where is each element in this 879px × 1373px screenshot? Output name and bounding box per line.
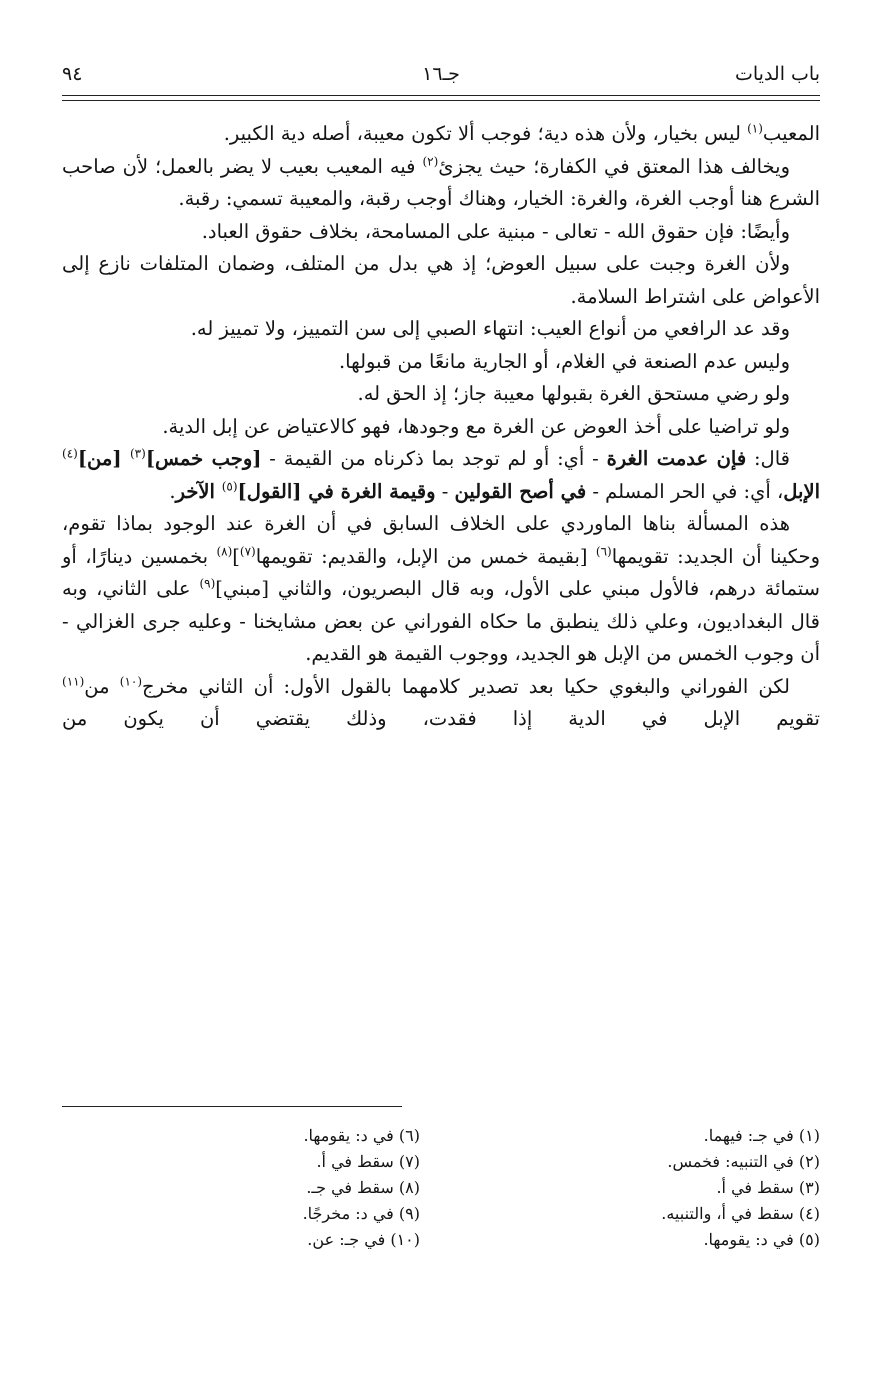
footnote-ref: (٨) xyxy=(216,544,233,558)
footnote-item: (٦) في د: يقومها. xyxy=(303,1126,420,1145)
footnote-item: (٣) سقط في أ. xyxy=(716,1178,820,1197)
header-rule-thick xyxy=(62,95,820,96)
footnote-ref: (١٠) xyxy=(119,674,143,688)
chapter-title: باب الديات xyxy=(734,63,820,85)
footnote-item: (٧) سقط في أ. xyxy=(316,1152,420,1171)
footnote-ref: (٥) xyxy=(221,479,238,493)
paragraph: لكن الفوراني والبغوي حكيا بعد تصدير كلامهما بالقول الأول: أن الثاني مخرج$^{(١٠)}$ من$^{(١١)}$ تقويم الإبل في الدية إذا فقدت، وذلك يقتضي أن يكون من xyxy=(62,674,820,730)
footnote-ref: (٩) xyxy=(199,576,216,591)
main-text xyxy=(62,118,820,736)
footnote-item: (١) في جـ: فيهما. xyxy=(703,1126,820,1145)
page-number: ٩٤ xyxy=(62,63,83,85)
footnote-separator xyxy=(62,1106,402,1107)
paragraph: ولو تراضيا على أخذ العوض عن الغرة مع وجودها، فهو كالاعتياض عن إبل الدية. xyxy=(162,414,790,438)
footnote-ref: (١) xyxy=(747,121,763,136)
volume-label: جـ١٦ xyxy=(422,63,460,85)
paragraph: قال: فإن عدمت الغرة - أي: أو لم توجد بما ذكرناه من القيمة - [وجب خمس]$^{(٣)}$ [من]$^{(٤)}$ الإبل، أي: في الحر المسلم - في أصح القولين - وقيمة الغرة في [القول]$^{(٥)}$ الآخر. xyxy=(62,446,820,503)
footnote-item: (١٠) في جـ: عن. xyxy=(307,1230,420,1249)
paragraph: المعيب$^{(١)}$ ليس بخيار، ولأن هذه دية؛ فوجب ألا تكون معيبة، أصله دية الكبير. xyxy=(223,121,820,145)
footnote-ref: (٢) xyxy=(422,154,439,168)
paragraph: وليس عدم الصنعة في الغلام، أو الجارية مانعًا من قبولها. xyxy=(338,349,790,373)
footnote-column-right xyxy=(480,1123,820,1253)
footnote-column-left xyxy=(80,1123,420,1253)
paragraph: وقد عد الرافعي من أنواع العيب: انتهاء الصبي إلى سن التمييز، ولا تمييز له. xyxy=(190,317,790,340)
footnote-item: (٨) سقط في جـ. xyxy=(306,1178,420,1197)
book-page xyxy=(62,55,820,1345)
running-header xyxy=(62,55,820,93)
paragraph: ولأن الغرة وجبت على سبيل العوض؛ إذ هي بدل من المتلف، وضمان المتلفات نازع إلى الأعواض على اشتراط السلامة. xyxy=(62,252,820,308)
footnote-item: (٤) سقط في أ، والتنبيه. xyxy=(661,1204,820,1223)
paragraph: هذه المسألة بناها الماوردي على الخلاف السابق في أن الغرة عند الوجود بماذا تقوم، وحكينا أن الجديد: تقويمها$^{(٦)}$ [بقيمة خمس من الإبل، والقديم: تقويمها$^{(٧)}$]$^{(٨)}$ بخمسين دينارًا، أو ستمائة درهم، فالأول مبني على الأول، وبه قال البصريون، والثاني [مبني]$^{(٩)}$ على الثاني، وبه قال البغداديون، وعلي ذلك ينطبق ما حكاه الفوراني عن بعض مشايخنا - وعليه جرى الغزالي - أن وجوب الخمس من الإبل هو الجديد، ووجوب القيمة هو القديم. xyxy=(62,512,820,665)
paragraph: ولو رضي مستحق الغرة بقبولها معيبة جاز؛ إذ الحق له. xyxy=(357,382,790,405)
footnote-ref: (٦) xyxy=(595,544,612,558)
header-rule-thin xyxy=(62,100,820,101)
footnote-item: (٩) في د: مخرجًا. xyxy=(302,1204,420,1223)
paragraph: وأيضًا: فإن حقوق الله - تعالى - مبنية على المسامحة، بخلاف حقوق العباد. xyxy=(201,219,790,243)
footnote-ref: (٤) xyxy=(62,446,78,461)
footnote-item: (٥) في د: يقومها. xyxy=(703,1230,820,1249)
footnote-item: (٢) في التنبيه: فخمس. xyxy=(667,1152,820,1171)
footnote-ref: (٣) xyxy=(129,446,146,461)
paragraph: ويخالف هذا المعتق في الكفارة؛ حيث يجزئ$^{(٢)}$ فيه المعيب بعيب لا يضر بالعمل؛ لأن صاحب الشرع هنا أوجب الغرة، والغرة: الخيار، وهناك أوجب رقبة، والمعيبة تسمي: رقبة. xyxy=(62,154,820,210)
footnote-ref: (١١) xyxy=(62,674,85,688)
footnote-ref: (٧) xyxy=(239,544,256,558)
